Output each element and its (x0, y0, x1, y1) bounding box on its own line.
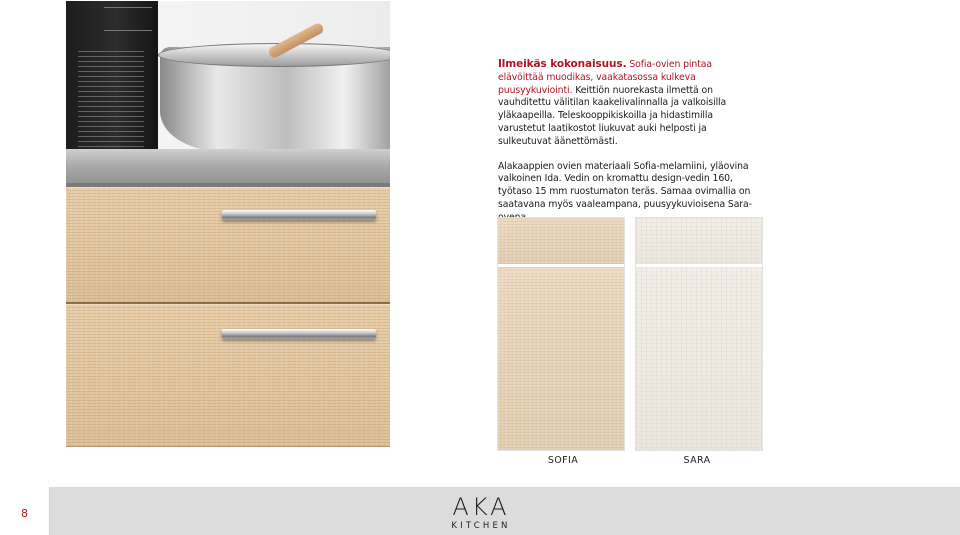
sofia-label: SOFIA (547, 455, 579, 466)
intro-body: Keittiön nuorekasta ilmettä on vauhditettu välitilan kaakelivalinnalla ja valkoisilla yläkaapeilla. Teleskooppikiskoilla ja hidastimilla varustetut laatikostot liukuvat auki helposti ja sulkeutuvat äänettömästi. (498, 84, 727, 147)
aka-kitchen-logo (436, 494, 526, 532)
materials-paragraph: Alakaappien ovien materiaali Sofia-melamiini, yläovina valkoinen Ida. Vedin on kromattu design-vedin 160, työtaso 15 mm ruostumaton teräs. Samaa ovimallia on saatavana myös vaaleampana, puusyykuvioisena Sara- (498, 160, 752, 210)
page-number: 8 (21, 507, 28, 520)
sara-label: SARA (683, 455, 711, 466)
sara-swatch-bottom-panel (636, 267, 762, 450)
kitchen-photo (66, 1, 390, 447)
lead-heading: Ilmeikäs kokonaisuus. (498, 58, 627, 70)
lower-drawer-handle (222, 329, 376, 339)
steel-bowl (160, 47, 390, 151)
upper-drawer-front (66, 187, 390, 303)
sofia-swatch-top-panel (498, 218, 624, 264)
sara-swatch-top-panel (636, 218, 762, 264)
page-footer (0, 487, 960, 535)
article-text (498, 58, 760, 225)
sara-door-swatch (636, 218, 762, 450)
coffee-bag (66, 1, 158, 163)
logo-subtitle: KITCHEN (451, 521, 511, 531)
coffee-bag-label (104, 7, 152, 31)
steel-countertop (66, 149, 390, 188)
logo-wordmark: AKA (452, 493, 510, 521)
coffee-bag-print (78, 51, 144, 147)
lower-drawer-front (66, 304, 390, 447)
sofia-swatch-bottom-panel (498, 267, 624, 450)
sofia-door-swatch (498, 218, 624, 450)
page-number-box (0, 487, 50, 535)
lead-highlight: Sofia-ovien pintaa elävöittää muodikas, vaakatasossa kulkeva puusyykuviointi. (498, 59, 712, 96)
upper-drawer-handle (222, 210, 376, 220)
intro-paragraph (498, 58, 760, 149)
